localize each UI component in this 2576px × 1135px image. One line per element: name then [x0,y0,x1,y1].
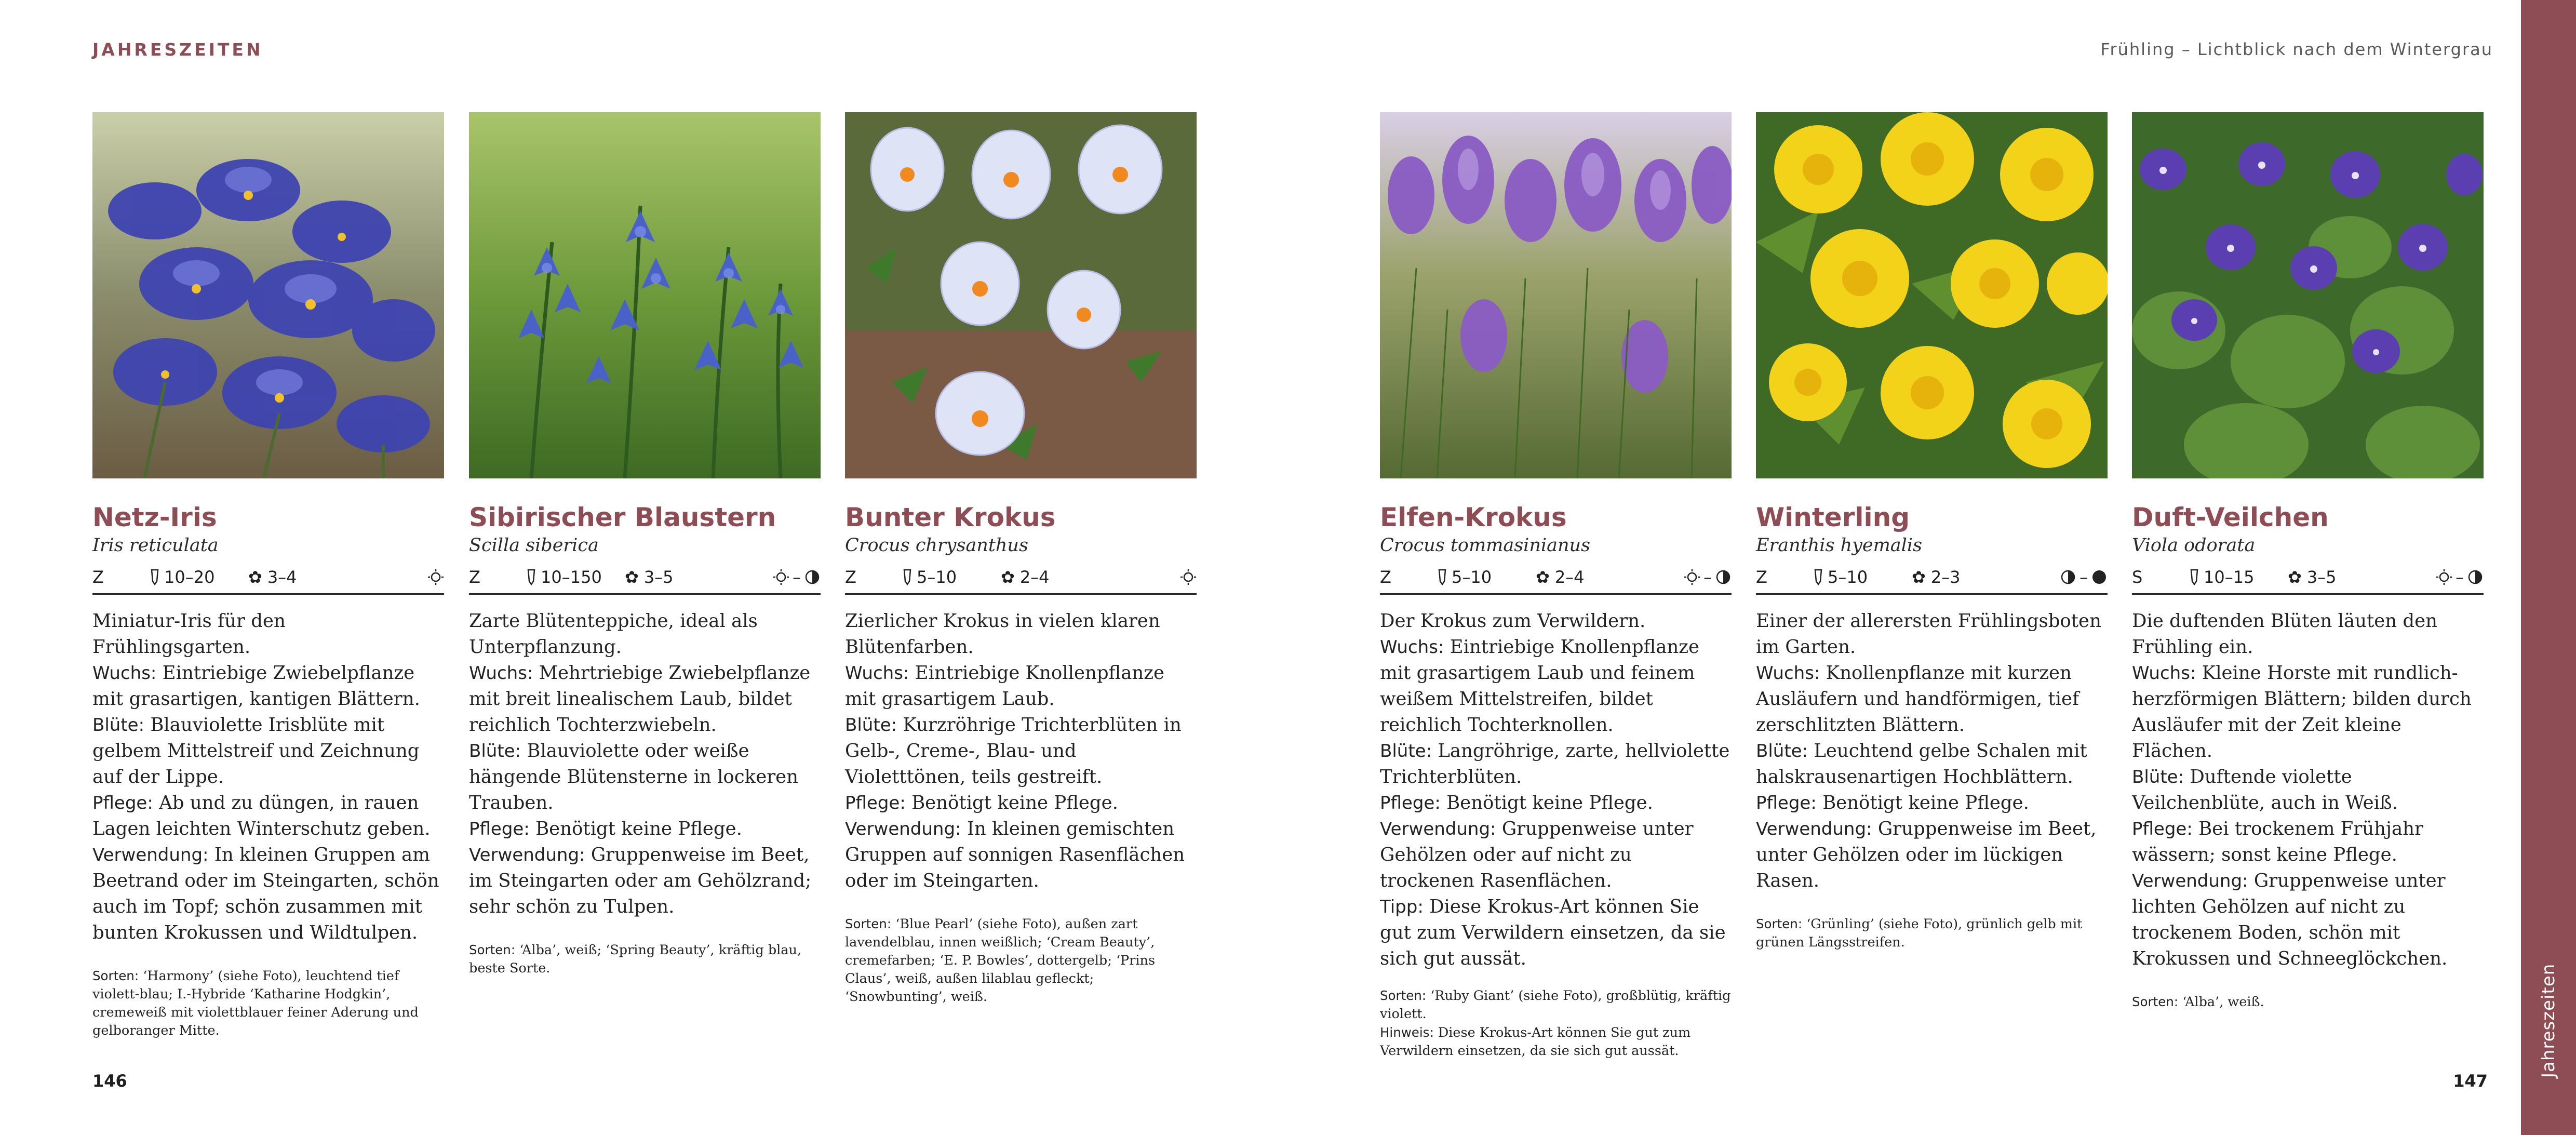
hardiness-zone: S [2132,567,2143,587]
section-growth: Wuchs: Eintriebige Zwiebelpflanze mit grasartigen, kantigen Blättern. [92,662,420,710]
section-growth: Wuchs: Eintriebige Knollenpflanze mit grasartigem Laub. [845,662,1164,710]
height-info [526,567,625,587]
spacing-value: 2–3 [1930,567,1961,587]
height-icon [902,569,913,585]
section-growth: Wuchs: Eintriebige Knollenpflanze mit grasartigem Laub und feinem weißem Mittelstreifen, bildet reichlich Tochterknollen. [1380,636,1699,736]
section-use: Verwendung: Gruppenweise unter lichten Gehölzen auf nicht zu trockenem Boden, schön mit Krokussen und Schneeglöckchen. [2132,870,2448,969]
section-use: Verwendung: In kleinen Gruppen am Beetrand oder im Steingarten, schön auch im Topf; schön zusammen mit bunten Krokussen und Wildtulpen. [92,844,439,943]
plant-latin-name: Crocus tommasinianus [1380,535,1590,556]
plant-meta-row [92,567,444,595]
intro-text: Miniatur-Iris für den Frühlingsgarten. [92,610,286,658]
cultivar-notes [2132,993,2484,1011]
spacing-info [2288,567,2381,587]
plant-card [1756,112,2108,952]
section-care: Pflege: Benötigt keine Pflege. [469,818,742,839]
height-info [902,567,1001,587]
plant-name: Bunter Krokus [845,502,1056,532]
section-bloom: Blüte: Kurzröhrige Trichterblüten in Gelb-, Creme-, Blau- und Violetttönen, teils gestreift. [845,714,1182,787]
section-growth: Wuchs: Mehrtriebige Zwiebelpflanze mit breit linealischem Laub, bildet reichlich Tochterzwiebeln. [469,662,811,736]
section-growth: Wuchs: Knollenpflanze mit kurzen Ausläufern und handförmigen, tief zerschlitzten Blättern. [1756,662,2079,736]
plant-card [469,112,821,978]
sun-icon [427,569,444,585]
section-use: Verwendung: Gruppenweise unter Gehölzen oder auf nicht zu trockenen Rasenflächen. [1380,818,1694,891]
height-icon [526,569,536,585]
plant-meta-row [2132,567,2484,595]
cultivar-text: Sorten: ‘Grünling’ (siehe Foto), grünlich gelb mit grünen Längsstreifen. [1756,916,2083,950]
flower-icon: ✿ [1001,567,1015,587]
plant-photo-bunter-krokus [845,112,1197,478]
chapter-side-tab [2521,0,2576,1135]
cultivar-notes [92,967,444,1040]
sun-icon [1684,569,1700,585]
half-shade-icon [2467,569,2484,585]
cultivar-notes [1380,986,1732,1060]
intro-text: Einer der allerersten Frühlingsboten im Garten. [1756,610,2101,658]
height-value: 5–10 [1828,567,1868,587]
section-care: Pflege: Benötigt keine Pflege. [1380,792,1653,813]
cultivar-text: Sorten: ‘Alba’, weiß. [2132,994,2264,1010]
cultivar-notes [845,915,1197,1006]
section-label: JAHRESZEITEN [92,39,263,60]
light-info [773,567,821,587]
section-use: Verwendung: In kleinen gemischten Gruppen auf sonnigen Rasenflächen oder im Steingarten. [845,818,1185,891]
hint-text: Hinweis: Diese Krokus-Art können Sie gut zum Verwildern einsetzen, da sie sich gut aussät. [1380,1025,1691,1059]
plant-photo-winterling [1756,112,2108,478]
plant-photo-duft-veilchen [2132,112,2484,478]
height-icon [2189,569,2199,585]
section-use: Verwendung: Gruppenweise im Beet, im Steingarten oder am Gehölzrand; sehr schön zu Tulpen. [469,844,812,917]
plant-name: Duft-Veilchen [2132,502,2329,532]
plant-photo-elfen-krokus [1380,112,1732,478]
height-value: 10–20 [164,567,215,587]
plant-description [469,608,821,920]
plant-name: Elfen-Krokus [1380,502,1567,532]
spacing-info [248,567,342,587]
intro-text: Die duftenden Blüten läuten den Frühling ein. [2132,610,2437,658]
section-bloom: Blüte: Langröhrige, zarte, hellviolette Trichterblüten. [1380,740,1730,787]
plant-name: Sibirischer Blaustern [469,502,776,532]
section-care: Pflege: Benötigt keine Pflege. [845,792,1118,813]
sun-icon [1180,569,1197,585]
half-shade-icon [1715,569,1732,585]
height-info [1813,567,1912,587]
spacing-value: 2–4 [1019,567,1050,587]
spacing-value: 3–5 [2306,567,2337,587]
dash-separator: – [2456,567,2464,587]
dash-separator: – [1703,567,1712,587]
plant-meta-row [1756,567,2108,595]
sun-icon [773,569,789,585]
cultivar-text: Sorten: ‘Blue Pearl’ (siehe Foto), außen zart lavendelblau, innen weißlich; ‘Cream Beauty’, cremefarben; ‘E. P. Bowles’, dottergelb; ‘Prins Claus’, weiß, außen lilablau gefleckt; ‘Snowbunting’, weiß. [845,916,1156,1005]
plant-description [845,608,1197,894]
page-number-left: 146 [92,1071,127,1091]
intro-text: Zarte Blütenteppiche, ideal als Unterpflanzung. [469,610,758,658]
right-page [1288,0,2576,1135]
height-icon [150,569,160,585]
section-bloom: Blüte: Blauviolette oder weiße hängende Blütensterne in lockeren Trauben. [469,740,799,813]
height-info [1437,567,1536,587]
cultivar-text: Sorten: ‘Harmony’ (siehe Foto), leuchtend tief violett-blau; I.-Hybride ‘Katharine Hodgkin’, cremeweiß mit violettblauer feiner Aderung und gelboranger Mitte. [92,968,419,1038]
flower-icon: ✿ [1536,567,1550,587]
height-info [2189,567,2288,587]
plant-name: Netz-Iris [92,502,217,532]
plant-latin-name: Eranthis hyemalis [1756,535,1923,556]
plant-photo-blaustern [469,112,821,478]
height-value: 10–150 [541,567,602,587]
plant-description [1380,608,1732,972]
plant-latin-name: Viola odorata [2132,535,2256,556]
plant-description [2132,608,2484,972]
section-bloom: Blüte: Leuchtend gelbe Schalen mit halskrausenartigen Hochblättern. [1756,740,2087,787]
plant-card [1380,112,1732,1060]
plant-latin-name: Iris reticulata [92,535,219,556]
spacing-value: 3–4 [267,567,297,587]
section-bloom: Blüte: Duftende violette Veilchenblüte, auch in Weiß. [2132,766,2398,813]
plant-meta-row [1380,567,1732,595]
intro-text: Der Krokus zum Verwildern. [1380,610,1646,632]
hardiness-zone: Z [845,567,856,587]
light-info [427,569,444,585]
flower-icon: ✿ [1912,567,1926,587]
height-value: 5–10 [917,567,957,587]
spacing-info [1001,567,1094,587]
spacing-info [1912,567,2005,587]
section-care: Pflege: Benötigt keine Pflege. [1756,792,2029,813]
spacing-value: 2–4 [1554,567,1585,587]
section-use: Verwendung: Gruppenweise im Beet, unter Gehölzen oder im lückigen Rasen. [1756,818,2097,891]
height-value: 5–10 [1452,567,1492,587]
plant-latin-name: Scilla siberica [469,535,599,556]
height-icon [1813,569,1823,585]
light-info [2060,567,2108,587]
plant-description [92,608,444,946]
plant-card [845,112,1197,1006]
flower-icon: ✿ [248,567,262,587]
plant-meta-row [845,567,1197,595]
section-tip: Tipp: Diese Krokus-Art können Sie gut zum Verwildern einsetzen, da sie sich gut aussät. [1380,896,1726,969]
page-number-right: 147 [2453,1071,2488,1091]
cultivar-text: Sorten: ‘Ruby Giant’ (siehe Foto), großblütig, kräftig violett. [1380,988,1731,1022]
cultivar-notes [469,941,821,978]
plant-photo-netz-iris [92,112,444,478]
dash-separator: – [2079,567,2088,587]
height-icon [1437,569,1447,585]
height-info [150,567,248,587]
cultivar-notes [1756,915,2108,952]
shade-icon [2091,569,2108,585]
plant-description [1756,608,2108,894]
plant-name: Winterling [1756,502,1910,532]
hardiness-zone: Z [1756,567,1767,587]
spacing-info [625,567,718,587]
section-growth: Wuchs: Kleine Horste mit rundlich-herzförmigen Blättern; bilden durch Ausläufer mit der Zeit kleine Flächen. [2132,662,2472,762]
intro-text: Zierlicher Krokus in vielen klaren Blütenfarben. [845,610,1160,658]
section-care: Pflege: Bei trockenem Frühjahr wässern; sonst keine Pflege. [2132,818,2423,865]
light-info [1180,569,1197,585]
section-bloom: Blüte: Blauviolette Irisblüte mit gelbem Mittelstreif und Zeichnung auf der Lippe. [92,714,420,787]
plant-card [2132,112,2484,1011]
hardiness-zone: Z [469,567,480,587]
running-head: Frühling – Lichtblick nach dem Wintergrau [2100,39,2493,59]
plant-meta-row [469,567,821,595]
light-info [2436,567,2484,587]
section-care: Pflege: Ab und zu düngen, in rauen Lagen leichten Winterschutz geben. [92,792,431,839]
flower-icon: ✿ [2288,567,2302,587]
dash-separator: – [793,567,801,587]
height-value: 10–15 [2204,567,2255,587]
hardiness-zone: Z [92,567,104,587]
spacing-value: 3–5 [643,567,674,587]
sun-icon [2436,569,2452,585]
spacing-info [1536,567,1629,587]
plant-latin-name: Crocus chrysanthus [845,535,1028,556]
half-shade-icon [804,569,821,585]
half-shade-icon [2060,569,2076,585]
cultivar-text: Sorten: ‘Alba’, weiß; ‘Spring Beauty’, kräftig blau, beste Sorte. [469,942,802,976]
light-info [1684,567,1732,587]
flower-icon: ✿ [625,567,639,587]
side-tab-label: Jahreszeiten [2538,963,2559,1078]
hardiness-zone: Z [1380,567,1391,587]
plant-card [92,112,444,1040]
